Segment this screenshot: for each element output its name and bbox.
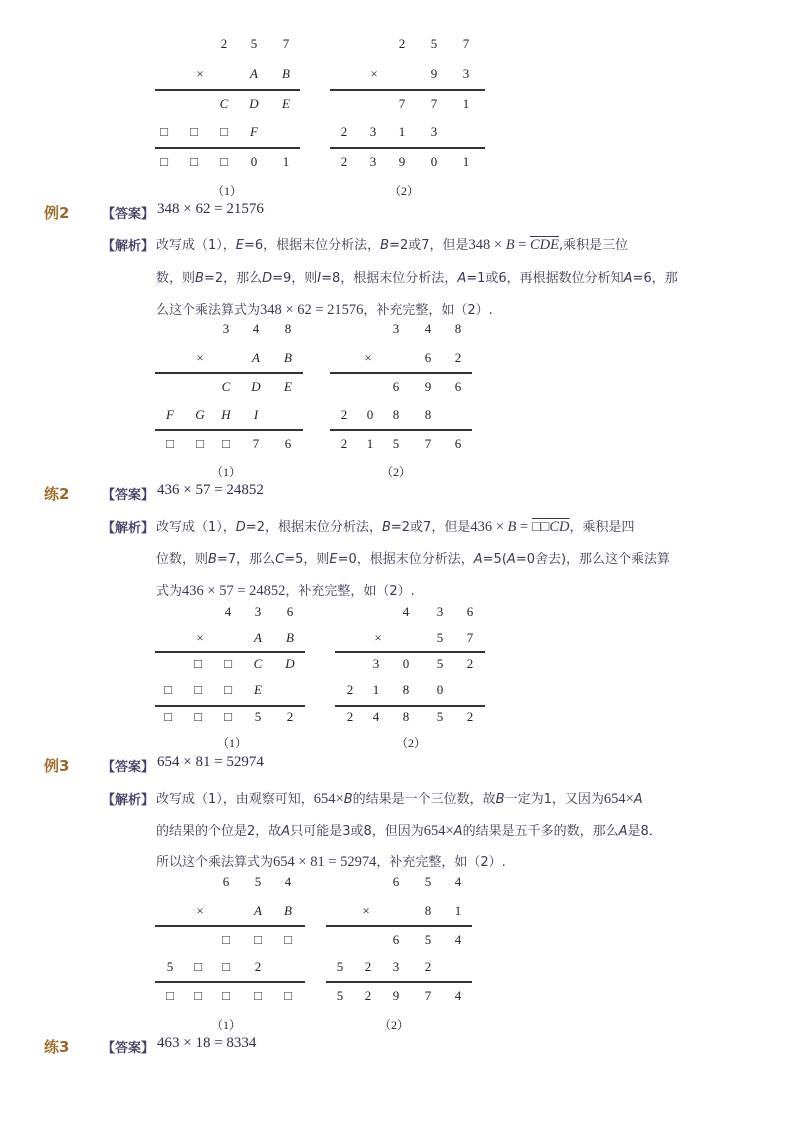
digit: 3: [369, 154, 377, 169]
rule: [155, 372, 303, 374]
rule: [155, 925, 305, 927]
digit: F: [250, 124, 258, 139]
times-sign: ×: [362, 903, 370, 918]
solution-line-3: 所以这个乘法算式为654 × 81 = 52974，补充完整，如（2）.: [156, 854, 506, 870]
analysis-label: 【解析】: [102, 521, 155, 536]
digit: 3: [430, 124, 438, 139]
digit: □: [284, 932, 292, 947]
digit: 2: [364, 988, 372, 1003]
digit: 6: [466, 604, 474, 619]
rule: [330, 372, 472, 374]
digit: 4: [454, 874, 462, 889]
digit: A: [254, 630, 262, 645]
digit: A: [250, 66, 258, 81]
digit: F: [166, 407, 174, 422]
digit: D: [251, 379, 261, 394]
digit: 2: [454, 350, 462, 365]
digit: 0: [402, 656, 410, 671]
digit: 5: [336, 959, 344, 974]
practice-2-tag: 练2: [44, 485, 70, 503]
digit: 0: [430, 154, 438, 169]
digit: 2: [466, 709, 474, 724]
rule: [335, 705, 485, 707]
digit: I: [253, 407, 259, 422]
digit: 6: [222, 874, 230, 889]
digit: 5: [424, 932, 432, 947]
digit: □: [190, 124, 198, 139]
solution-line-1: 改写成（1），由观察可知，654×B的结果是一个三位数，故B一定为1，又因为654×A: [156, 791, 643, 807]
answer-label: 【答案】: [102, 1041, 155, 1056]
practice-2-answer: 436 × 57 = 24852: [157, 482, 264, 498]
digit: 7: [252, 436, 260, 451]
digit: □: [190, 154, 198, 169]
digit: 5: [250, 36, 258, 51]
rule: [326, 925, 472, 927]
digit: 5: [254, 874, 262, 889]
rule: [155, 89, 300, 91]
digit: □: [254, 932, 262, 947]
digit: 2: [286, 709, 294, 724]
example-2-tag: 例2: [44, 204, 70, 222]
digit: 6: [392, 932, 400, 947]
digit: 9: [430, 66, 438, 81]
digit: 2: [220, 36, 228, 51]
rule: [330, 89, 485, 91]
solution-line-3: 么这个乘法算式为348 × 62 = 21576，补充完整，如（2）.: [156, 302, 493, 318]
digit: 6: [392, 379, 400, 394]
rule: [326, 981, 472, 983]
solution-line-2: 数，则B=2，那么D=9，则I=8，根据末位分析法，A=1或6，再根据数位分析知A=6，那: [156, 271, 678, 286]
digit: E: [284, 379, 292, 394]
digit: □: [222, 988, 230, 1003]
digit: 2: [364, 959, 372, 974]
times-sign: ×: [370, 66, 378, 81]
digit: 4: [424, 321, 432, 336]
answer-label: 【答案】: [102, 488, 155, 503]
digit: □: [194, 988, 202, 1003]
digit: 8: [424, 407, 432, 422]
digit: □: [220, 124, 228, 139]
digit: □: [222, 932, 230, 947]
practice-3-answer: 463 × 18 = 8334: [157, 1035, 257, 1051]
digit: 4: [284, 874, 292, 889]
digit: 2: [340, 407, 348, 422]
digit: 5: [424, 874, 432, 889]
caption-1: （1）: [210, 1018, 241, 1032]
times-sign: ×: [196, 630, 204, 645]
rule: [155, 705, 305, 707]
example-3-answer: 654 × 81 = 52974: [157, 754, 264, 770]
digit: 2: [340, 124, 348, 139]
digit: B: [286, 630, 294, 645]
example-3-tag: 例3: [44, 757, 70, 775]
rule: [330, 147, 485, 149]
digit: D: [249, 96, 259, 111]
digit: 5: [166, 959, 174, 974]
digit: 5: [392, 436, 400, 451]
digit: 1: [372, 682, 380, 697]
digit: B: [284, 903, 292, 918]
digit: C: [221, 379, 231, 394]
digit: 9: [398, 154, 406, 169]
digit: 8: [454, 321, 462, 336]
analysis-label: 【解析】: [102, 793, 155, 808]
analysis-label: 【解析】: [102, 239, 155, 254]
digit: □: [166, 436, 174, 451]
digit: □: [196, 436, 204, 451]
digit: 7: [430, 96, 438, 111]
digit: 1: [462, 96, 470, 111]
digit: 9: [392, 988, 400, 1003]
digit: 2: [398, 36, 406, 51]
digit: □: [224, 709, 232, 724]
caption-1: （1）: [211, 184, 242, 198]
times-sign: ×: [374, 630, 382, 645]
digit: □: [164, 682, 172, 697]
digit: 1: [454, 903, 462, 918]
rule: [155, 147, 300, 149]
digit: □: [194, 959, 202, 974]
example-2-answer: 348 × 62 = 21576: [157, 201, 264, 217]
practice-3-tag: 练3: [44, 1038, 70, 1056]
digit: 6: [284, 436, 292, 451]
digit: 4: [224, 604, 232, 619]
digit: 1: [366, 436, 374, 451]
caption-2: （2）: [388, 184, 419, 198]
digit: 6: [454, 436, 462, 451]
digit: 2: [346, 709, 354, 724]
rule: [155, 429, 303, 431]
rule: [155, 981, 305, 983]
digit: 8: [284, 321, 292, 336]
digit: 5: [430, 36, 438, 51]
digit: 0: [250, 154, 258, 169]
digit: 9: [424, 379, 432, 394]
digit: 1: [398, 124, 406, 139]
digit: 4: [454, 932, 462, 947]
digit: 3: [372, 656, 380, 671]
solution-line-3: 式为436 × 57 = 24852，补充完整，如（2）.: [156, 583, 415, 599]
digit: 4: [402, 604, 410, 619]
digit: 3: [392, 321, 400, 336]
digit: 2: [340, 154, 348, 169]
digit: 2: [466, 656, 474, 671]
digit: 2: [346, 682, 354, 697]
solution-line-1: 改写成（1），E=6，根据末位分析法，B=2或7，但是$348 \times B = \overline{CDE}$,乘积是三位: [156, 237, 629, 253]
digit: 4: [372, 709, 380, 724]
solution-line-1: 改写成（1），D=2，根据末位分析法，B=2或7，但是436 × B = □□CD，乘积是四: [156, 519, 635, 535]
digit: 2: [340, 436, 348, 451]
digit: 6: [286, 604, 294, 619]
solution-line-2: 位数，则B=7，那么C=5，则E=0，根据末位分析法，A=5(A=0舍去)，那么这个乘法算: [156, 552, 671, 567]
digit: 3: [369, 124, 377, 139]
digit: 7: [282, 36, 290, 51]
digit: A: [252, 350, 260, 365]
digit: 7: [466, 630, 474, 645]
digit: B: [282, 66, 290, 81]
digit: C: [253, 656, 263, 671]
digit: □: [224, 682, 232, 697]
times-sign: ×: [196, 66, 204, 81]
digit: E: [254, 682, 262, 697]
rule: [155, 651, 305, 653]
digit: 8: [402, 682, 410, 697]
digit: 6: [454, 379, 462, 394]
digit: G: [195, 407, 205, 422]
digit: 8: [392, 407, 400, 422]
caption-2: （2）: [395, 736, 426, 750]
digit: H: [221, 407, 231, 422]
digit: □: [160, 154, 168, 169]
digit: □: [194, 709, 202, 724]
solution-line-2: 的结果的个位是2，故A只可能是3或8，但因为654×A的结果是五千多的数，那么A是8．: [156, 823, 662, 839]
digit: 0: [436, 682, 444, 697]
digit: 4: [252, 321, 260, 336]
digit: 5: [336, 988, 344, 1003]
times-sign: ×: [364, 350, 372, 365]
digit: □: [166, 988, 174, 1003]
digit: D: [285, 656, 295, 671]
digit: 8: [402, 709, 410, 724]
digit: 5: [254, 709, 262, 724]
caption-2: （2）: [378, 1018, 409, 1032]
digit: □: [194, 682, 202, 697]
digit: 7: [424, 436, 432, 451]
digit: 5: [436, 630, 444, 645]
digit: 1: [282, 154, 290, 169]
digit: 2: [424, 959, 432, 974]
digit: 3: [222, 321, 230, 336]
digit: □: [222, 959, 230, 974]
digit: 3: [254, 604, 262, 619]
answer-label: 【答案】: [102, 207, 155, 222]
rule: [330, 429, 472, 431]
digit: 0: [366, 407, 374, 422]
digit: B: [284, 350, 292, 365]
digit: □: [164, 709, 172, 724]
caption-2: （2）: [380, 465, 411, 479]
digit: 3: [462, 66, 470, 81]
digit: 3: [392, 959, 400, 974]
times-sign: ×: [196, 903, 204, 918]
answer-label: 【答案】: [102, 760, 155, 775]
digit: □: [222, 436, 230, 451]
digit: 5: [436, 656, 444, 671]
digit: E: [282, 96, 290, 111]
digit: □: [194, 656, 202, 671]
digit: 7: [424, 988, 432, 1003]
digit: □: [220, 154, 228, 169]
digit: 7: [398, 96, 406, 111]
rule: [335, 651, 485, 653]
times-sign: ×: [196, 350, 204, 365]
digit: 2: [254, 959, 262, 974]
caption-1: （1）: [210, 465, 241, 479]
digit: A: [254, 903, 262, 918]
digit: 3: [436, 604, 444, 619]
digit: 5: [436, 709, 444, 724]
digit: 8: [424, 903, 432, 918]
digit: □: [160, 124, 168, 139]
digit: 6: [392, 874, 400, 889]
digit: C: [219, 96, 229, 111]
digit: 1: [462, 154, 470, 169]
digit: 6: [424, 350, 432, 365]
digit: □: [284, 988, 292, 1003]
digit: □: [254, 988, 262, 1003]
digit: 4: [454, 988, 462, 1003]
digit: □: [224, 656, 232, 671]
caption-1: （1）: [216, 736, 247, 750]
digit: 7: [462, 36, 470, 51]
